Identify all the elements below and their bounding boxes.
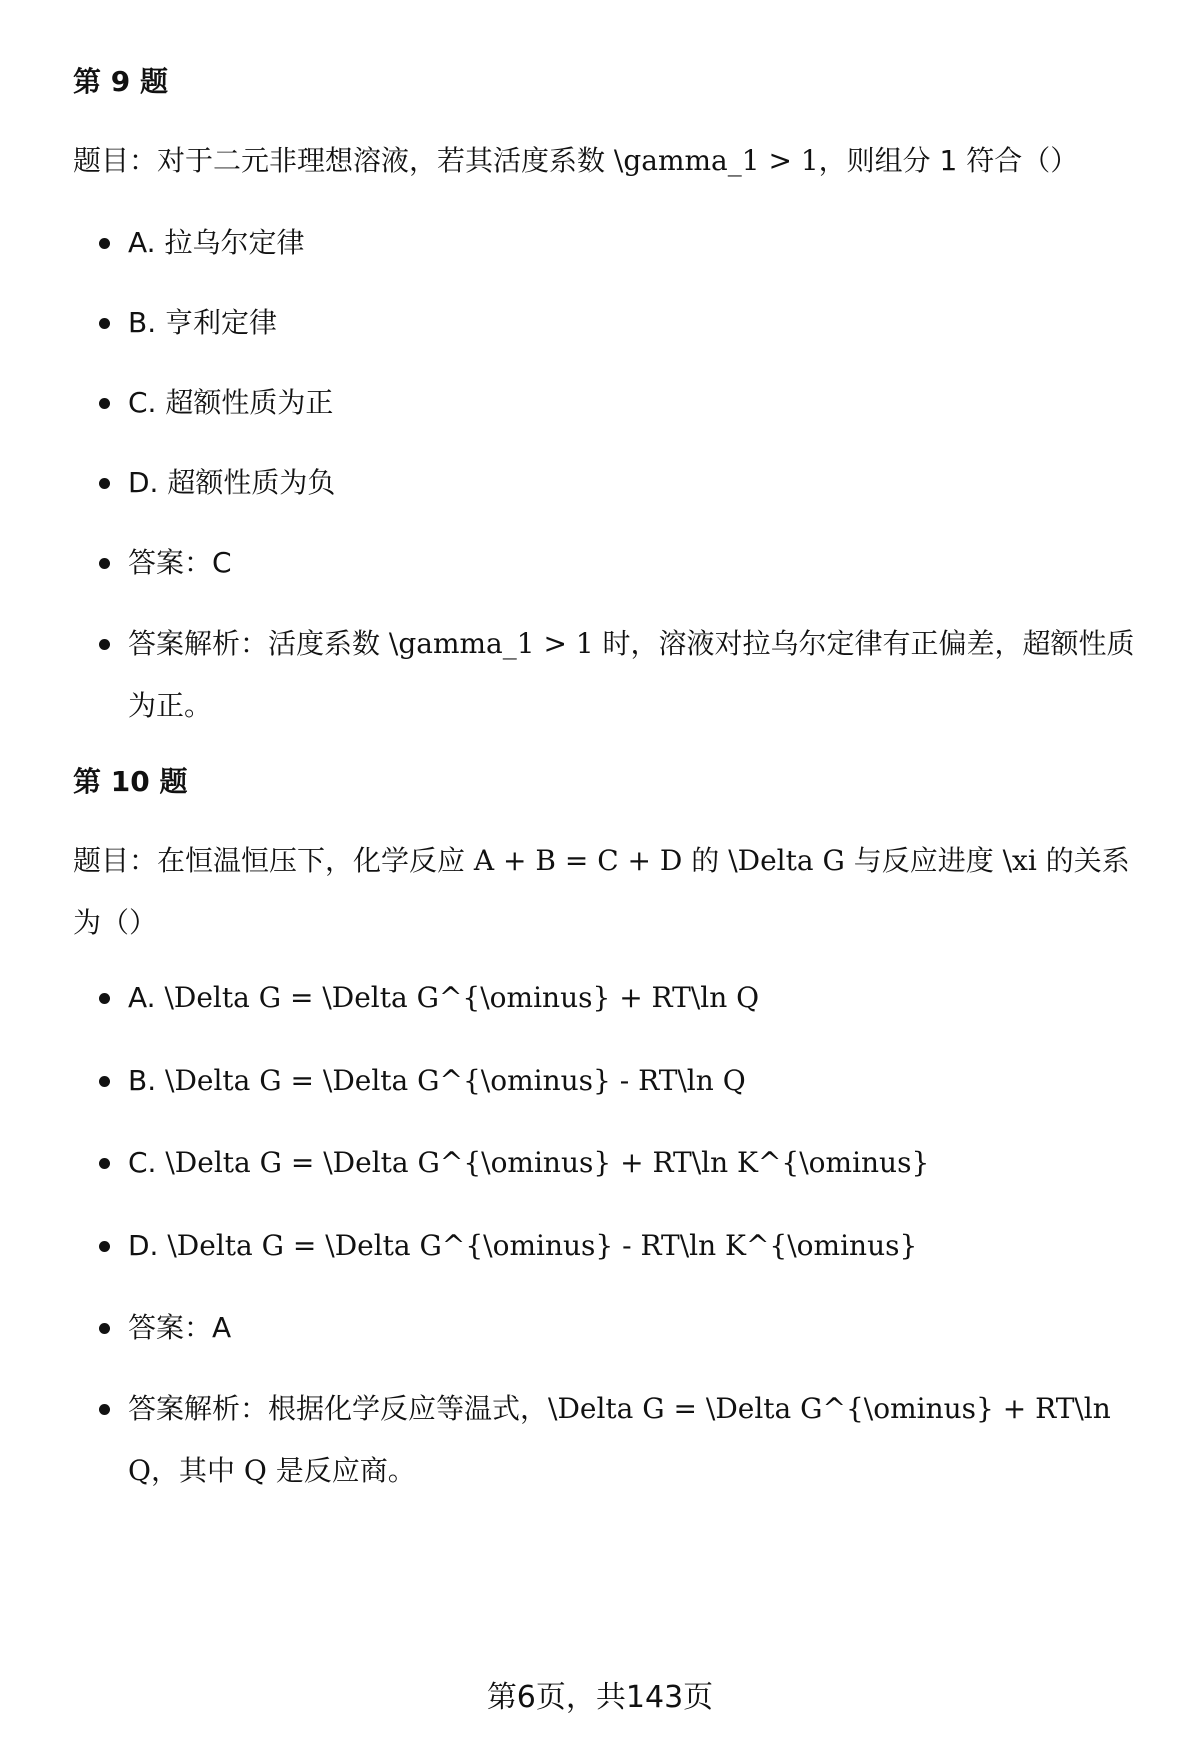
option-text: 拉乌尔定律 <box>164 226 305 259</box>
option-letter: C. <box>128 386 166 419</box>
page-number-footer: 第6页，共143页 <box>486 1680 714 1715</box>
question-9-title: 第 9 题 <box>73 65 168 98</box>
option-math: \Delta G = \Delta G^{\ominus} + RT\ln K^{\ominus} <box>165 1146 930 1179</box>
option-letter: D. <box>128 1229 168 1262</box>
question-10-option-c <box>128 1132 1143 1194</box>
question-9-stem <box>73 130 1143 192</box>
bullet-icon <box>99 238 110 249</box>
option-letter: B. <box>128 1064 166 1097</box>
stem-math: \Delta G <box>728 844 845 877</box>
question-10-answer <box>128 1297 1143 1359</box>
bullet-icon <box>99 993 110 1004</box>
option-letter: B. <box>128 306 166 339</box>
stem-text: ，则组分 1 符合（） <box>818 144 1079 177</box>
analysis-text: 时，溶液对拉乌尔定律有正偏差，超额性质为正。 <box>128 627 1135 722</box>
stem-math: \xi <box>1002 844 1037 877</box>
stem-math: \gamma_1 > 1 <box>613 144 819 177</box>
option-math: \Delta G = \Delta G^{\ominus} - RT\ln K^{\ominus} <box>167 1229 918 1262</box>
bullet-icon <box>99 1323 110 1334</box>
option-letter: C. <box>128 1146 166 1179</box>
question-9-option-a <box>128 212 1143 274</box>
analysis-math: \gamma_1 > 1 <box>388 627 594 660</box>
option-text: 亨利定律 <box>165 306 278 339</box>
question-10-stem <box>73 830 1143 954</box>
question-9-option-c <box>128 372 1143 434</box>
question-9-option-d <box>128 452 1143 514</box>
stem-text: 题目：对于二元非理想溶液，若其活度系数 <box>73 144 614 177</box>
analysis-text: 是反应商。 <box>266 1454 416 1487</box>
bullet-icon <box>99 1158 110 1169</box>
bullet-icon <box>99 478 110 489</box>
bullet-icon <box>99 558 110 569</box>
option-letter: A. <box>128 226 165 259</box>
stem-math: A + B = C + D <box>473 844 683 877</box>
question-9-option-b <box>128 292 1143 354</box>
question-10-analysis <box>128 1378 1143 1502</box>
bullet-icon <box>99 1241 110 1252</box>
answer-text: 答案：C <box>128 546 232 579</box>
analysis-text: 答案解析：活度系数 <box>128 627 389 660</box>
analysis-text: 答案解析：根据化学反应等温式， <box>128 1392 549 1425</box>
question-9-analysis <box>128 613 1143 737</box>
bullet-icon <box>99 398 110 409</box>
stem-text: 的 <box>682 844 729 877</box>
question-10-option-a <box>128 967 1143 1029</box>
question-10-option-d <box>128 1215 1143 1277</box>
analysis-math: \Delta G = \Delta G^{\ominus} + RT\ln Q <box>128 1392 1111 1487</box>
question-10-title: 第 10 题 <box>73 765 188 798</box>
option-math: \Delta G = \Delta G^{\ominus} - RT\ln Q <box>165 1064 746 1097</box>
stem-text: 的关系为（） <box>73 844 1130 939</box>
option-letter: A. <box>128 981 165 1014</box>
bullet-icon <box>99 639 110 650</box>
option-text: 超额性质为正 <box>165 386 334 419</box>
stem-text: 题目：在恒温恒压下，化学反应 <box>73 844 474 877</box>
question-10-option-b <box>128 1050 1143 1112</box>
bullet-icon <box>99 1404 110 1415</box>
option-letter: D. <box>128 466 168 499</box>
bullet-icon <box>99 318 110 329</box>
bullet-icon <box>99 1076 110 1087</box>
option-math: \Delta G = \Delta G^{\ominus} + RT\ln Q <box>164 981 760 1014</box>
answer-text: 答案：A <box>128 1311 232 1344</box>
analysis-text: ，其中 <box>150 1454 244 1487</box>
analysis-math: Q <box>243 1454 267 1487</box>
stem-text: 与反应进度 <box>844 844 1003 877</box>
question-9-answer <box>128 532 1143 594</box>
option-text: 超额性质为负 <box>167 466 336 499</box>
